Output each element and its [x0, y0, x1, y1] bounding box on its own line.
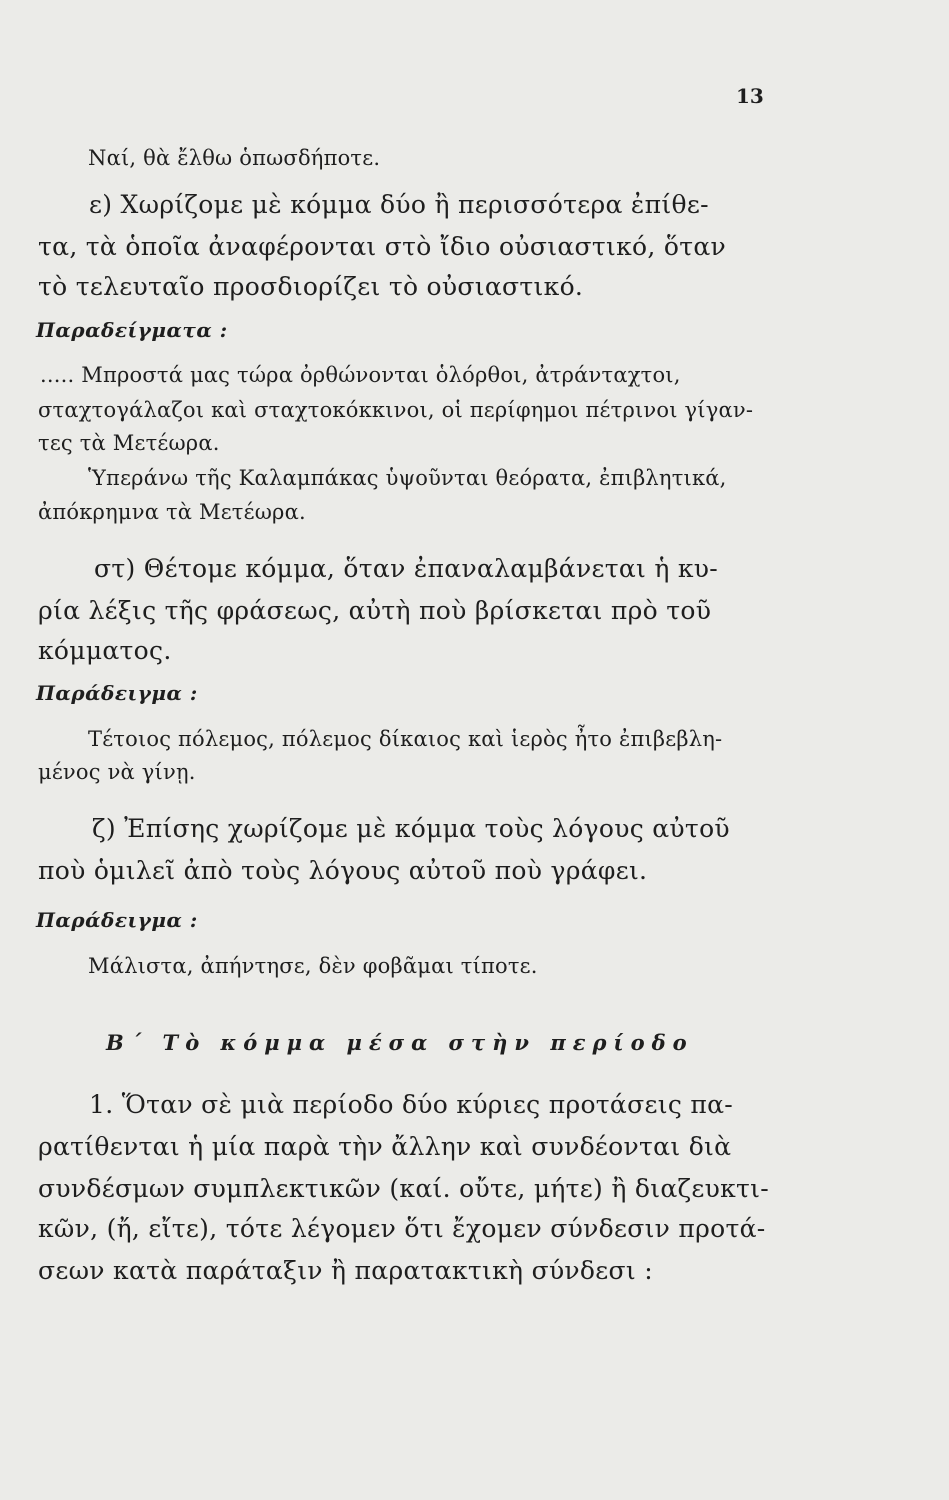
- text-line: ρία λέξις τῆς φράσεως, αὐτὴ ποὺ βρίσκεται πρὸ τοῦ: [38, 596, 712, 625]
- text-line: κόμματος.: [38, 636, 172, 665]
- text-line: ρατίθενται ἡ μία παρὰ τὴν ἄλλην καὶ συνδέονται διὰ: [38, 1132, 732, 1161]
- text-line: ποὺ ὁμιλεῖ ἀπὸ τοὺς λόγους αὐτοῦ ποὺ γράφει.: [38, 856, 648, 885]
- text-line: κῶν, (ἤ, εἴτε), τότε λέγομεν ὅτι ἔχομεν σύνδεσιν προτά-: [38, 1214, 766, 1243]
- example-label: Παράδειγμα :: [36, 908, 198, 932]
- text-line: Ναί, θὰ ἔλθω ὁπωσδήποτε.: [88, 146, 381, 170]
- text-line: σεων κατὰ παράταξιν ἢ παρατακτικὴ σύνδεσι :: [38, 1256, 653, 1285]
- example-label: Παραδείγματα :: [36, 318, 228, 342]
- text-line: Ὑπεράνω τῆς Καλαμπάκας ὑψοῦνται θεόρατα, ἐπιβλητικά,: [88, 466, 727, 490]
- text-line: στ) Θέτομε κόμμα, ὅταν ἐπαναλαμβάνεται ἡ κυ-: [94, 554, 719, 583]
- text-line: Τέτοιος πόλεμος, πόλεμος δίκαιος καὶ ἱερὸς ἦτο ἐπιβεβλη-: [88, 727, 723, 751]
- text-line: ..... Μπροστά μας τώρα ὀρθώνονται ὁλόρθοι, ἀτράνταχτοι,: [40, 363, 681, 387]
- text-line: ἀπόκρημνα τὰ Μετέωρα.: [38, 500, 306, 524]
- text-line: συνδέσμων συμπλεκτικῶν (καί. οὔτε, μήτε) ἢ διαζευκτι-: [38, 1174, 770, 1203]
- text-line: τες τὰ Μετέωρα.: [38, 431, 220, 455]
- example-label: Παράδειγμα :: [36, 681, 198, 705]
- text-line: 1. Ὅταν σὲ μιὰ περίοδο δύο κύριες προτάσεις πα-: [89, 1090, 734, 1119]
- text-line: σταχτογάλαζοι καὶ σταχτοκόκκινοι, οἱ περίφημοι πέτρινοι γίγαν-: [38, 398, 754, 422]
- text-line: μένος νὰ γίνῃ.: [38, 760, 196, 784]
- text-line: ζ) Ἐπίσης χωρίζομε μὲ κόμμα τοὺς λόγους αὐτοῦ: [92, 814, 730, 843]
- text-line: Μάλιστα, ἀπήντησε, δὲν φοβᾶμαι τίποτε.: [88, 954, 538, 978]
- section-heading: Β΄ Τὸ κόμμα μέσα στὴν περίοδο: [106, 1030, 694, 1055]
- text-line: ε) Χωρίζομε μὲ κόμμα δύο ἢ περισσότερα ἐπίθε-: [89, 190, 709, 219]
- page-number: 13: [736, 84, 764, 108]
- text-line: τα, τὰ ὁποῖα ἀναφέρονται στὸ ἴδιο οὐσιαστικό, ὅταν: [38, 232, 727, 261]
- text-line: τὸ τελευταῖο προσδιορίζει τὸ οὐσιαστικό.: [38, 272, 584, 301]
